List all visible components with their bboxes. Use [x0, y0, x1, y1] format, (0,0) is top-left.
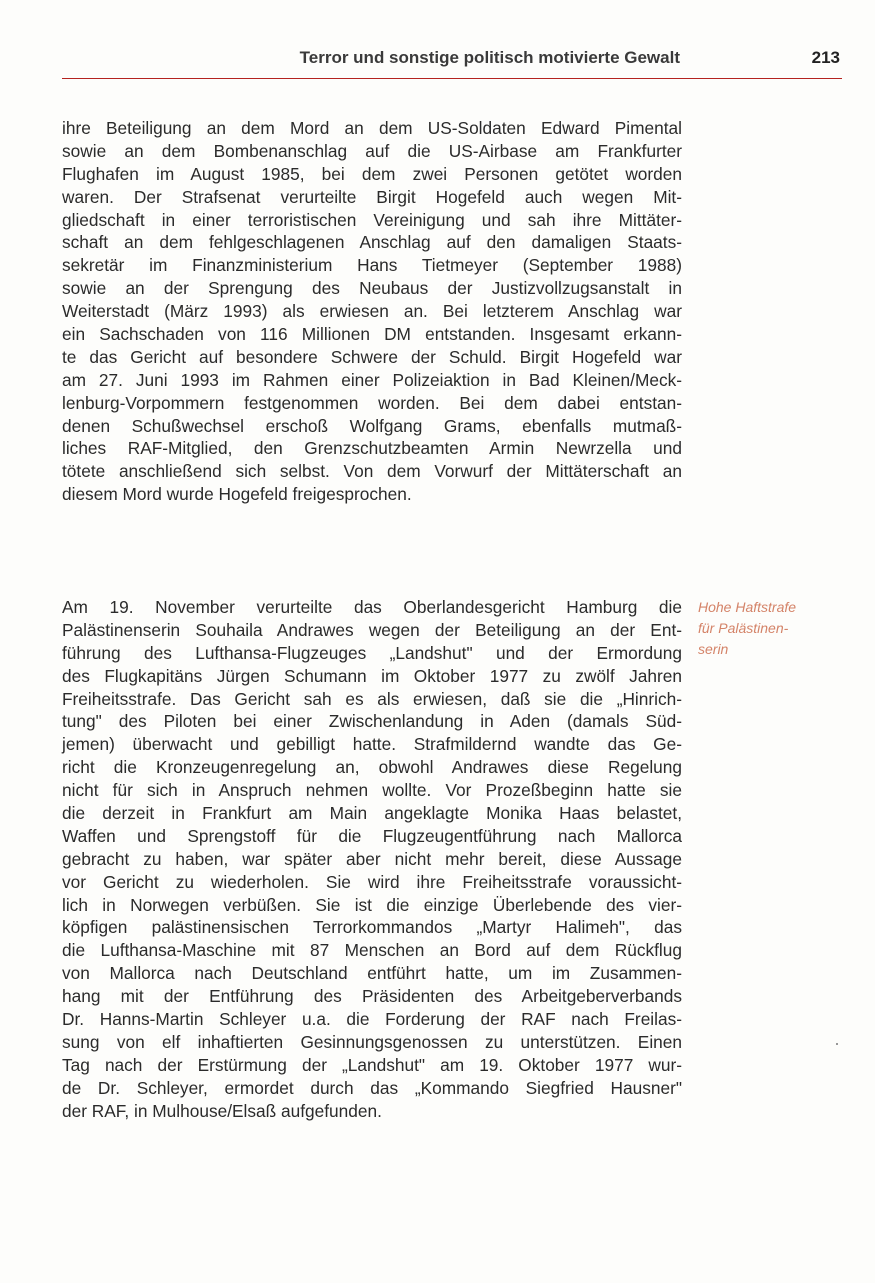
margin-note-line: serin [698, 641, 729, 657]
text-line: te das Gericht auf besondere Schwere der Schuld. Birgit Hogefeld war [62, 346, 682, 367]
text-line: die derzeit in Frankfurt am Main angeklagte Monika Haas belastet, [62, 803, 682, 824]
text-line: köpfigen palästinensischen Terrorkommandos „Martyr Halimeh", das [62, 917, 682, 938]
text-line: richt die Kronzeugenregelung an, obwohl Andrawes diese Regelung [62, 757, 682, 778]
running-head-title: Terror und sonstige politisch motivierte Gewalt [299, 48, 680, 67]
text-line: jemen) überwacht und gebilligt hatte. Strafmildernd wandte das Ge- [62, 734, 682, 755]
text-line: führung des Lufthansa-Flugzeuges „Landshut" und der Ermordung [62, 642, 682, 663]
text-line: de Dr. Schleyer, ermordet durch das „Kommando Siegfried Hausner" [62, 1077, 682, 1098]
text-line: gebracht zu haben, war später aber nicht mehr bereit, diese Aussage [62, 848, 682, 869]
text-line: von Mallorca nach Deutschland entführt hatte, um im Zusammen- [62, 963, 682, 984]
paragraph-1 [62, 117, 682, 506]
text-line: Flughafen im August 1985, bei dem zwei Personen getötet worden [62, 163, 682, 184]
text-line: gliedschaft in einer terroristischen Vereinigung und sah ihre Mittäter- [62, 209, 682, 230]
text-line: Weiterstadt (März 1993) als erwiesen an. Bei letzterem Anschlag war [62, 301, 682, 322]
text-line: Waffen und Sprengstoff für die Flugzeugentführung nach Mallorca [62, 825, 682, 846]
text-line: ein Sachschaden von 116 Millionen DM entstanden. Insgesamt erkann- [62, 324, 682, 345]
text-line: denen Schußwechsel erschoß Wolfgang Grams, ebenfalls mutmaß- [62, 415, 682, 436]
text-line: Am 19. November verurteilte das Oberlandesgericht Hamburg die [62, 597, 682, 617]
text-line: ihre Beteiligung an dem Mord an dem US-Soldaten Edward Pimental [62, 118, 682, 138]
text-line: am 27. Juni 1993 im Rahmen einer Polizeiaktion in Bad Kleinen/Meck- [62, 369, 682, 390]
text-line: diesem Mord wurde Hogefeld freigesprochen. [62, 484, 412, 505]
text-line: Freiheitsstrafe. Das Gericht sah es als erwiesen, daß sie die „Hinrich- [62, 688, 682, 709]
text-line: tung" des Piloten bei einer Zwischenlandung in Aden (damals Süd- [62, 711, 682, 732]
text-line: liches RAF-Mitglied, den Grenzschutzbeamten Armin Newrzella und [62, 438, 682, 459]
margin-note [698, 597, 858, 660]
page-header [62, 44, 842, 79]
text-line: schaft an dem fehlgeschlagenen Anschlag auf den damaligen Staats- [62, 232, 682, 253]
text-line: lich in Norwegen verbüßen. Sie ist die einzige Überlebende des vier- [62, 894, 682, 915]
paragraph-2 [62, 596, 682, 1122]
text-line: sekretär im Finanzministerium Hans Tietmeyer (September 1988) [62, 255, 682, 276]
text-line: sung von elf inhaftierten Gesinnungsgenossen zu unterstützen. Einen [62, 1031, 682, 1052]
text-line: Palästinenserin Souhaila Andrawes wegen der Beteiligung an der Ent- [62, 619, 682, 640]
text-line: Dr. Hanns-Martin Schleyer u.a. die Forderung der RAF nach Freilas- [62, 1009, 682, 1030]
text-line: sowie an der Sprengung des Neubaus der Justizvollzugsanstalt in [62, 278, 682, 299]
text-line: des Flugkapitäns Jürgen Schumann im Oktober 1977 zu zwölf Jahren [62, 665, 682, 686]
margin-note-line: Hohe Haftstrafe [698, 599, 797, 615]
scan-speck [836, 1043, 838, 1045]
text-line: sowie an dem Bombenanschlag auf die US-Airbase am Frankfurter [62, 140, 682, 161]
margin-note-line: für Palästinen- [698, 620, 789, 636]
text-line: nicht für sich in Anspruch nehmen wollte. Vor Prozeßbeginn hatte sie [62, 780, 682, 801]
text-line: Tag nach der Erstürmung der „Landshut" am 19. Oktober 1977 wur- [62, 1054, 682, 1075]
page-number: 213 [811, 48, 840, 67]
text-line: vor Gericht zu wiederholen. Sie wird ihre Freiheitsstrafe voraussicht- [62, 871, 682, 892]
text-line: tötete anschließend sich selbst. Von dem Vorwurf der Mittäterschaft an [62, 461, 682, 482]
text-line: der RAF, in Mulhouse/Elsaß aufgefunden. [62, 1100, 382, 1121]
text-line: hang mit der Entführung des Präsidenten des Arbeitgeberverbands [62, 986, 682, 1007]
text-line: die Lufthansa-Maschine mit 87 Menschen an Bord auf dem Rückflug [62, 940, 682, 961]
text-line: waren. Der Strafsenat verurteilte Birgit Hogefeld auch wegen Mit- [62, 186, 682, 207]
text-line: lenburg-Vorpommern festgenommen worden. Bei dem dabei entstan- [62, 392, 682, 413]
